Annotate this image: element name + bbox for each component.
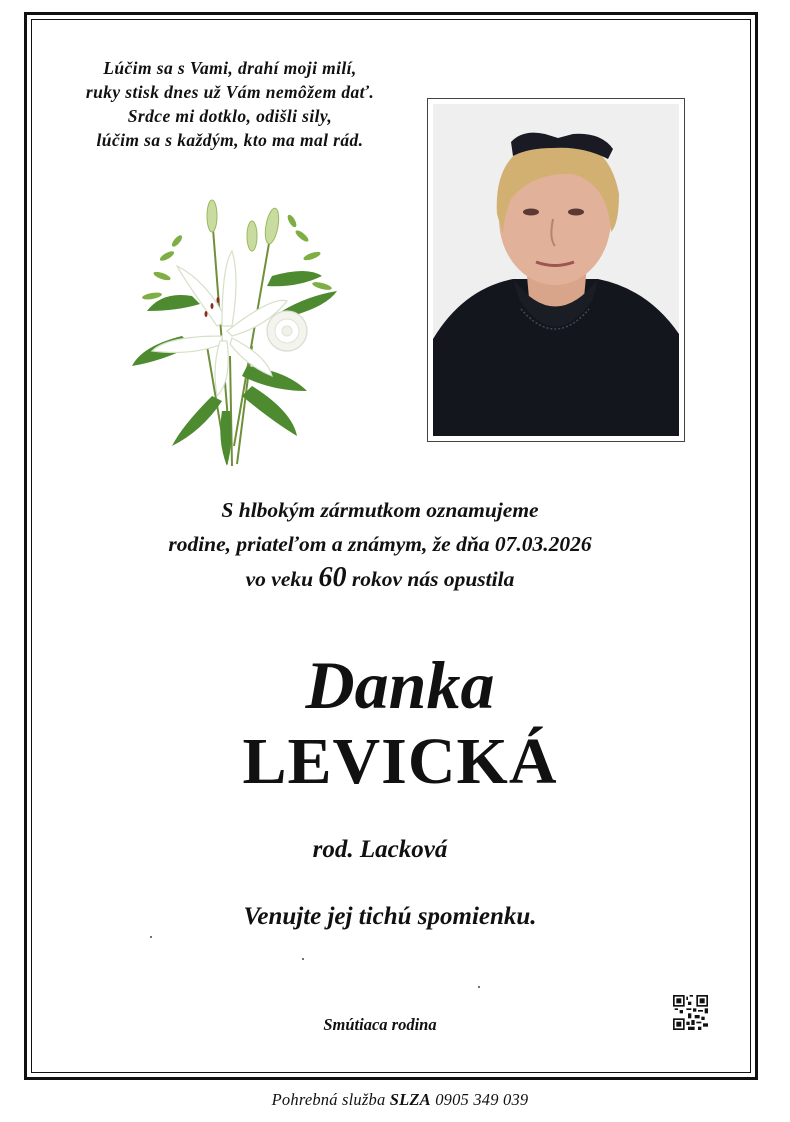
age-value: 60 — [318, 562, 347, 593]
announcement-line-3 — [60, 561, 700, 596]
poem-line: Srdce mi dotklo, odišli sily, — [127, 106, 333, 126]
poem-line: ruky stisk dnes už Vám nemôžem dať. — [85, 82, 375, 102]
signature: Smútiaca rodina — [323, 1015, 437, 1034]
announcement-line-2: rodine, priateľom a známym, že dňa 07.03.2026 — [168, 532, 592, 556]
deceased-first-name: Danka — [305, 647, 495, 723]
deceased-last-name: LEVICKÁ — [242, 725, 558, 798]
speck — [302, 958, 304, 960]
announcement — [60, 493, 700, 596]
poem-line: Lúčim sa s Vami, drahí moji milí, — [103, 58, 357, 78]
footer-phone: 0905 349 039 — [435, 1090, 529, 1109]
speck — [150, 936, 152, 938]
announcement-line-1: S hlbokým zármutkom oznamujeme — [221, 498, 539, 522]
tribute-line: Venujte jej tichú spomienku. — [243, 903, 537, 930]
portrait-photo — [433, 104, 679, 436]
age-suffix: rokov nás opustila — [351, 567, 515, 591]
footer-brand: SLZA — [389, 1090, 431, 1109]
lily-bouquet-icon — [122, 196, 342, 476]
maiden-name: rod. Lacková — [312, 836, 448, 863]
speck — [478, 986, 480, 988]
poem-line: lúčim sa s každým, kto ma mal rád. — [96, 130, 364, 150]
footer — [100, 1090, 700, 1110]
age-prefix: vo veku — [245, 567, 314, 591]
qr-code-icon[interactable] — [673, 995, 708, 1030]
footer-prefix: Pohrebná služba — [271, 1090, 386, 1109]
poem — [50, 56, 410, 152]
